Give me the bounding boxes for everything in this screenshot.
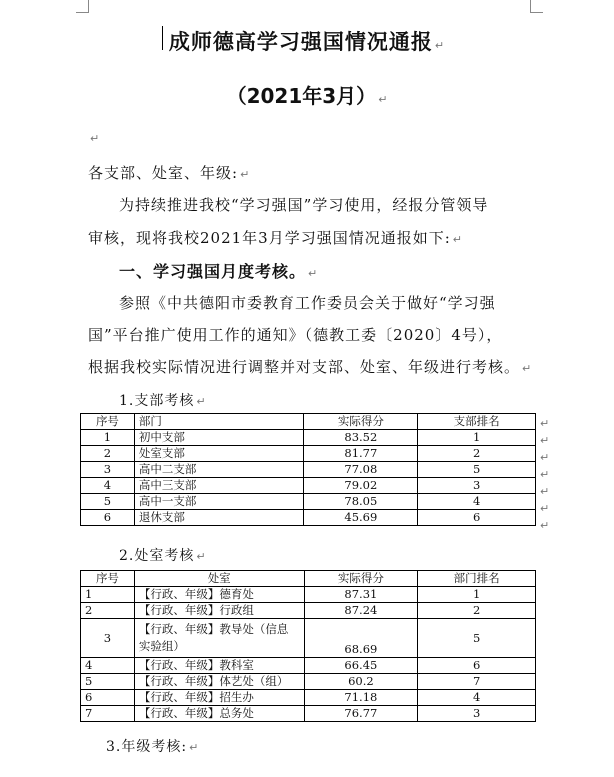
para-line-3[interactable] [88, 356, 532, 377]
document-subtitle[interactable] [0, 80, 614, 109]
table-cell: 77.08 [304, 462, 418, 478]
page-corner-marker-left [76, 0, 89, 13]
para-line-2[interactable] [88, 324, 502, 345]
table-row[interactable] [81, 603, 536, 619]
table-cell: 7 [418, 674, 536, 690]
document-title[interactable] [0, 26, 614, 56]
table-cell: 5 [81, 674, 135, 690]
table-cell: 3 [81, 462, 135, 478]
table-cell: 处室支部 [134, 446, 304, 462]
table-cell: 83.52 [304, 430, 418, 446]
subsection-1-heading[interactable] [119, 390, 207, 410]
row-end-mark-icon: ↵ [540, 417, 550, 430]
row-end-mark-icon: ↵ [540, 434, 550, 447]
table-cell: 68.69 [304, 619, 418, 658]
table-cell: 4 [81, 658, 135, 674]
table-row[interactable] [81, 674, 536, 690]
table-cell: 1 [418, 587, 536, 603]
subsection-3-text: 3.年级考核: [106, 739, 188, 755]
table-cell: 【行政、年级】行政组 [134, 603, 304, 619]
table-cell: 6 [81, 510, 135, 526]
table-header-cell: 序号 [81, 571, 135, 587]
table-cell: 1 [81, 587, 135, 603]
paragraph-mark-icon: ↵ [378, 93, 388, 106]
paragraph-mark-icon: ↵ [196, 550, 207, 563]
table-row[interactable] [81, 510, 536, 526]
table-cell: 1 [418, 430, 536, 446]
table-row[interactable] [81, 446, 536, 462]
table-cell: 81.77 [304, 446, 418, 462]
table-cell: 【行政、年级】体艺处（组） [134, 674, 304, 690]
paragraph-mark-icon: ↵ [434, 39, 446, 52]
table-row[interactable] [81, 494, 536, 510]
intro-text-1: 为持续推进我校“学习强国”学习使用，经报分管领导 [119, 196, 489, 214]
table-header-cell: 处室 [134, 571, 304, 587]
table-header-cell: 支部排名 [418, 414, 536, 430]
table-header-row [81, 571, 536, 587]
para-text-1: 参照《中共德阳市委教育工作委员会关于做好“学习强 [119, 294, 496, 312]
table-cell: 1 [81, 430, 135, 446]
table-cell: 高中三支部 [134, 478, 304, 494]
branch-assessment-table [80, 413, 536, 526]
table-cell: 5 [418, 462, 536, 478]
greeting-line[interactable] [88, 162, 250, 183]
subsection-2-heading[interactable] [119, 545, 207, 565]
table-row[interactable] [81, 658, 536, 674]
greeting-text: 各支部、处室、年级: [88, 164, 239, 182]
subsection-3-heading[interactable] [106, 736, 199, 756]
subtitle-text: （2021年3月） [226, 84, 377, 108]
table-cell: 79.02 [304, 478, 418, 494]
table-cell: 【行政、年级】总务处 [134, 706, 304, 722]
table-cell: 87.24 [304, 603, 418, 619]
table-cell: 3 [81, 619, 135, 658]
paragraph-mark-icon: ↵ [90, 132, 101, 145]
table-cell: 5 [81, 494, 135, 510]
subsection-2-text: 2.处室考核 [119, 548, 195, 564]
table-cell: 45.69 [304, 510, 418, 526]
table-cell: 退休支部 [134, 510, 304, 526]
table-cell: 76.77 [304, 706, 418, 722]
title-text: 成师德高学习强国情况通报 [168, 30, 433, 54]
table-cell: 2 [418, 446, 536, 462]
intro-line-2[interactable] [88, 227, 463, 248]
table-cell: 4 [418, 494, 536, 510]
table-cell: 3 [418, 706, 536, 722]
table-header-cell: 部门 [134, 414, 304, 430]
table-cell: 【行政、年级】教导处（信息实验组） [134, 619, 304, 658]
table-cell: 66.45 [304, 658, 418, 674]
table-cell: 4 [418, 690, 536, 706]
table-header-cell: 序号 [81, 414, 135, 430]
section-1-heading[interactable] [119, 259, 318, 282]
paragraph-mark-icon: ↵ [189, 741, 200, 754]
paragraph-mark-icon: ↵ [196, 395, 207, 408]
table-cell: 高中二支部 [134, 462, 304, 478]
table-cell: 4 [81, 478, 135, 494]
para-text-2: 国”平台推广使用工作的通知》（德教工委〔2020〕4号）， [88, 326, 503, 344]
table-row[interactable] [81, 478, 536, 494]
table-cell: 60.2 [304, 674, 418, 690]
subsection-1-text: 1.支部考核 [119, 393, 195, 409]
table-cell: 【行政、年级】招生办 [134, 690, 304, 706]
table-header-cell: 实际得分 [304, 571, 418, 587]
table-row[interactable] [81, 619, 536, 658]
row-end-mark-icon: ↵ [540, 519, 550, 532]
table-cell: 【行政、年级】教科室 [134, 658, 304, 674]
row-end-mark-icon: ↵ [540, 468, 550, 481]
paragraph-mark-icon: ↵ [452, 233, 463, 246]
table-row[interactable] [81, 587, 536, 603]
table-cell: 高中一支部 [134, 494, 304, 510]
row-end-mark-icon: ↵ [540, 502, 550, 515]
table-row[interactable] [81, 706, 536, 722]
table-cell: 5 [418, 619, 536, 658]
intro-line-1[interactable] [119, 194, 488, 215]
table-cell: 6 [418, 658, 536, 674]
end-of-row-marks [540, 417, 549, 536]
para-line-1[interactable] [119, 292, 496, 313]
para-text-3: 根据我校实际情况进行调整并对支部、处室、年级进行考核。 [88, 358, 521, 376]
table-cell: 2 [81, 603, 135, 619]
row-end-mark-icon: ↵ [540, 485, 550, 498]
table-cell: 87.31 [304, 587, 418, 603]
section-1-heading-text: 一、学习强国月度考核。 [119, 262, 307, 281]
table-cell: 6 [418, 510, 536, 526]
paragraph-mark-icon: ↵ [240, 168, 251, 181]
paragraph-mark-icon: ↵ [308, 267, 319, 280]
table-row[interactable] [81, 690, 536, 706]
table-cell: 78.05 [304, 494, 418, 510]
table-cell: 初中支部 [134, 430, 304, 446]
row-end-mark-icon: ↵ [540, 451, 550, 464]
empty-paragraph[interactable] [88, 128, 100, 146]
table-cell: 2 [81, 446, 135, 462]
table-cell: 71.18 [304, 690, 418, 706]
table-header-row [81, 414, 536, 430]
office-assessment-table [80, 570, 536, 722]
intro-text-2: 审核，现将我校2021年3月学习强国情况通报如下: [88, 229, 451, 247]
table-cell: 【行政、年级】德育处 [134, 587, 304, 603]
table-header-cell: 实际得分 [304, 414, 418, 430]
table-row[interactable] [81, 462, 536, 478]
table-cell: 6 [81, 690, 135, 706]
table-cell: 3 [418, 478, 536, 494]
table-cell: 2 [418, 603, 536, 619]
table-cell: 7 [81, 706, 135, 722]
page-corner-marker-right [530, 0, 543, 13]
paragraph-mark-icon: ↵ [522, 362, 533, 375]
table-row[interactable] [81, 430, 536, 446]
table-header-cell: 部门排名 [418, 571, 536, 587]
